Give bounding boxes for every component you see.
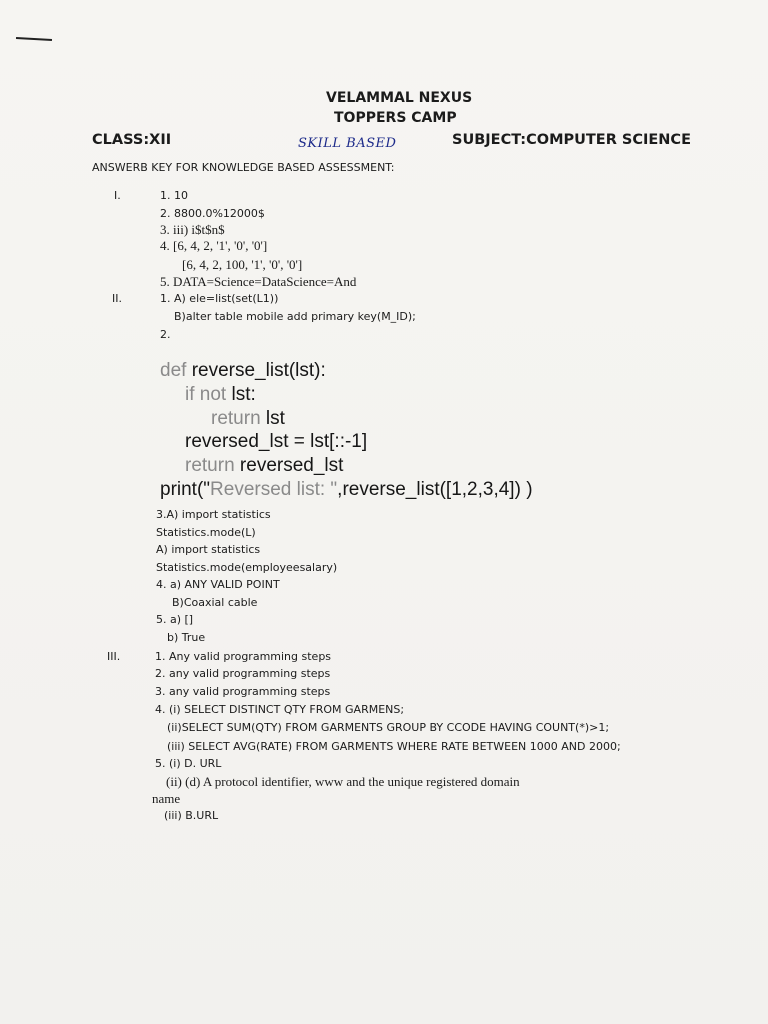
answer-line: 4. (i) SELECT DISTINCT QTY FROM GARMENS; xyxy=(155,703,405,716)
code-text: lst xyxy=(260,408,285,429)
answer-line: 3. iii) i$t$n$ xyxy=(160,222,225,237)
code-string: Reversed list: " xyxy=(210,479,338,500)
answer-line: (ii)SELECT SUM(QTY) FROM GARMENTS GROUP BY CCODE HAVING COUNT(*)>1; xyxy=(167,721,610,734)
code-keyword: def xyxy=(160,360,187,381)
answer-line: B)alter table mobile add primary key(M_ID); xyxy=(174,310,416,323)
code-text: lst: xyxy=(226,384,256,405)
pen-mark xyxy=(16,37,52,41)
code-keyword: return xyxy=(211,408,261,429)
section-2-numeral: II. xyxy=(112,292,122,305)
answer-line: 1. 10 xyxy=(160,189,188,202)
handwritten-note: SKILL BASED xyxy=(298,136,397,151)
camp-name: TOPPERS CAMP xyxy=(334,110,457,126)
answer-line: A) import statistics xyxy=(156,543,261,556)
code-line xyxy=(185,384,256,406)
section-1-numeral: I. xyxy=(114,189,121,202)
section-3-numeral: III. xyxy=(107,650,121,663)
answer-key-subtitle: ANSWERB KEY FOR KNOWLEDGE BASED ASSESSMENT: xyxy=(92,161,395,174)
code-line: reversed_lst = lst[::-1] xyxy=(185,431,368,452)
answer-line: Statistics.mode(employeesalary) xyxy=(156,561,338,574)
code-text: ,reverse_list([1,2,3,4]) ) xyxy=(337,479,533,500)
answer-line: name xyxy=(152,791,181,806)
code-line xyxy=(160,479,533,501)
answer-line: 1. A) ele=list(set(L1)) xyxy=(160,292,279,305)
answer-line: 3. any valid programming steps xyxy=(155,685,331,698)
answer-line: 4. a) ANY VALID POINT xyxy=(156,578,280,591)
class-label: CLASS:XII xyxy=(92,132,172,148)
code-text: reversed_lst xyxy=(234,455,344,476)
code-line xyxy=(160,360,326,382)
answer-line: 2. any valid programming steps xyxy=(155,667,331,680)
answer-line: b) True xyxy=(167,631,206,644)
answer-line: B)Coaxial cable xyxy=(172,596,258,609)
answer-line: (iii) B.URL xyxy=(164,809,219,822)
answer-line: 5. (i) D. URL xyxy=(155,757,222,770)
answer-line: 5. DATA=Science=DataScience=And xyxy=(160,274,357,289)
code-line xyxy=(211,408,285,430)
answer-line: (ii) (d) A protocol identifier, www and the unique registered domain xyxy=(166,774,520,789)
answer-line: 2. xyxy=(160,328,171,341)
answer-line: 5. a) [] xyxy=(156,613,194,626)
subject-label: SUBJECT:COMPUTER SCIENCE xyxy=(452,132,691,148)
answer-line: (iii) SELECT AVG(RATE) FROM GARMENTS WHERE RATE BETWEEN 1000 AND 2000; xyxy=(167,740,621,753)
code-line xyxy=(185,455,343,477)
answer-line: 3.A) import statistics xyxy=(156,508,271,521)
code-text: print(" xyxy=(160,479,211,500)
answer-line: 2. 8800.0%12000$ xyxy=(160,207,265,220)
answer-line: [6, 4, 2, 100, '1', '0', '0'] xyxy=(182,257,303,272)
code-keyword: if not xyxy=(185,384,227,405)
code-text: reverse_list(lst): xyxy=(186,360,326,381)
answer-line: 1. Any valid programming steps xyxy=(155,650,332,663)
answer-line: 4. [6, 4, 2, '1', '0', '0'] xyxy=(160,238,268,253)
school-name: VELAMMAL NEXUS xyxy=(326,90,473,106)
answer-line: Statistics.mode(L) xyxy=(156,526,256,539)
code-keyword: return xyxy=(185,455,235,476)
